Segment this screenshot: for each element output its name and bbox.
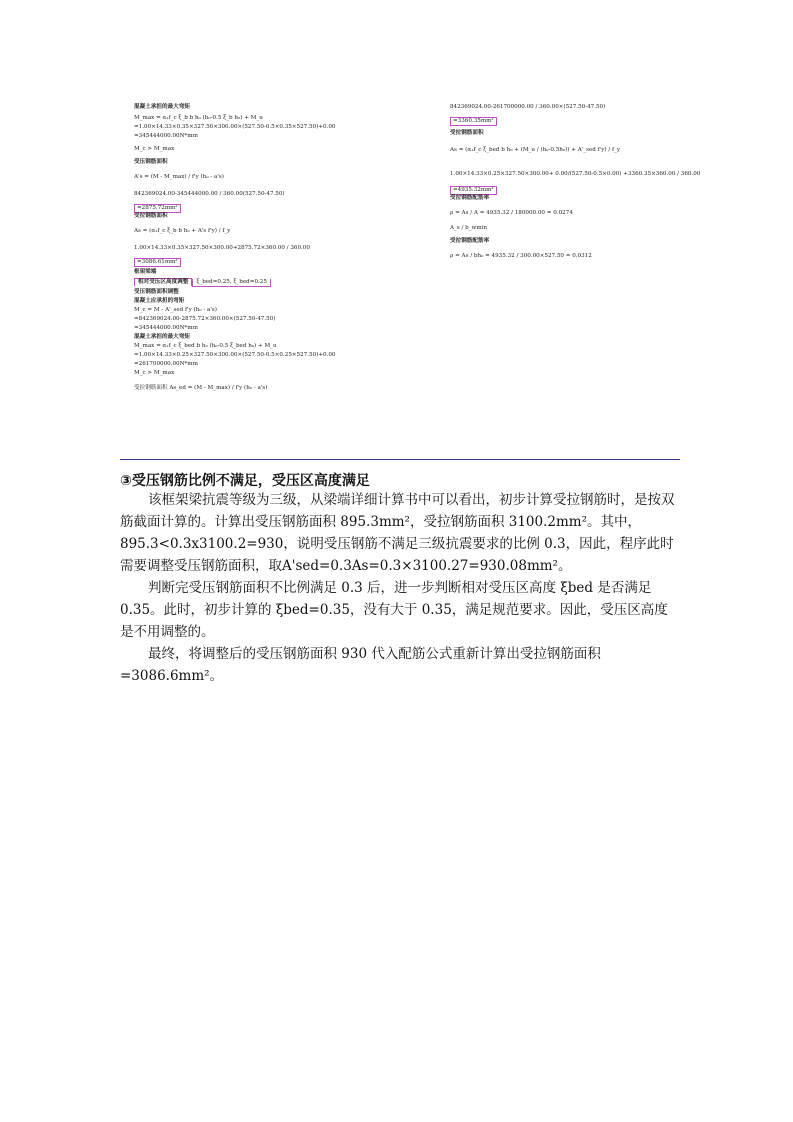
calculation-screenshot	[120, 96, 701, 460]
calc-line	[134, 258, 434, 265]
calc-line: M_max = α₁f_c ξ_bed b h₀ (h₀-0.5 ξ_bed h₀) + M_u	[134, 343, 277, 349]
calc-line: 混凝土承担的最大弯矩	[134, 104, 190, 110]
calc-line	[450, 117, 680, 124]
calc-line: 受压钢筋面积	[134, 159, 168, 165]
calc-line: 框架梁端	[134, 269, 157, 275]
calc-line	[450, 154, 680, 161]
calc-line: =261700000.00N*mm	[134, 361, 198, 367]
calc-line	[134, 204, 434, 211]
calc-line: 混凝土应承担的弯矩	[134, 298, 185, 304]
calc-line: M_c > M_max	[134, 146, 175, 152]
divider-line	[120, 459, 680, 460]
paragraph-1: 该框架梁抗震等级为三级，从梁端详细计算书中可以看出，初步计算受拉钢筋时，是按双筋截面计算的。计算出受压钢筋面积 895.3mm²，受拉钢筋面积 3100.2mm²。其中，895.3<0.3x3100.2=930，说明受压钢筋不满足三级抗震要求的比例 0.3，因此，程序此时需要调整受压钢筋面积，取A'sed=0.3As=0.3×3100.27=930.08mm²。	[120, 492, 675, 574]
calc-line: 1.00×14.33×0.25×327.50×300.00+ 0.00/(527.50-0.5×0.00) +3360.35×360.00 / 360.00	[450, 171, 701, 177]
calc-line: =842369024.00-2875.72×360.00×(527.50-47.50)	[134, 316, 276, 322]
calc-line: =345444000.00N*mm	[134, 133, 198, 139]
calc-line: ξ_bed=0.25, ξ_bed=0.25	[192, 279, 271, 287]
paragraph-3: 最终，将调整后的受压钢筋面积 930 代入配筋公式重新计算出受拉钢筋面积=3086.6mm²。	[120, 646, 601, 684]
calc-line: =345444000.00N*mm	[134, 325, 198, 331]
calc-line: 受拉钢筋面积	[450, 130, 484, 136]
calc-line: M_c = M - A'_sed f'y (h₀ - a's)	[134, 307, 217, 313]
section-heading: ③受压钢筋比例不满足，受压区高度满足	[120, 473, 370, 489]
calc-line: A's = (M - M_max) / f'y (h₀ - a's)	[134, 174, 224, 180]
calc-line: 相对受压区高度调整	[134, 278, 192, 286]
calc-left-column	[134, 102, 434, 392]
calc-line: ρ = As / A = 4935.32 / 180000.00 = 0.0274	[450, 210, 573, 216]
calc-right-column	[450, 102, 701, 260]
calc-line: 842369024.00-261700000.00 / 360.00×(527.50-47.50)	[450, 104, 606, 110]
calc-line: 混凝土承担的最大弯矩	[134, 334, 190, 340]
calc-line: 受拉钢筋配筋率	[450, 195, 490, 201]
calc-line: 受压钢筋面积调整	[134, 289, 179, 295]
calc-line: M_c > M_max	[134, 370, 175, 376]
calc-line: A_s / b_wmin	[450, 225, 488, 231]
calc-line: 受拉钢筋配筋率	[450, 238, 490, 244]
calc-line: 受拉钢筋面积 As_ed = (M - M_max) / f'y (h₀ - a's)	[134, 385, 268, 391]
calc-line: 842369024.00-345444000.00 / 360.00(527.50-47.50)	[134, 191, 285, 197]
calc-line	[450, 186, 680, 193]
highlight-box: =2875.72mm²	[134, 204, 181, 213]
calc-line: =1.00×14.33×0.35×327.50×300.00×(527.50-0.5×0.35×527.50)+0.00	[134, 124, 336, 130]
highlight-box: =3086.61mm²	[134, 258, 181, 267]
body-text	[120, 489, 680, 687]
calc-line: M_max = α₁f_c ξ_b b h₀ (h₀-0.5 ξ_b h₀) + M_u	[134, 115, 263, 121]
calc-line: 受拉钢筋面积	[134, 213, 168, 219]
calc-line: =1.00×14.33×0.25×327.50×300.00×(527.50-0.5×0.25×527.50)+0.00	[134, 352, 336, 358]
highlight-box: =4935.32mm²	[450, 186, 497, 195]
calc-line: ρ = As / bh₀ = 4935.32 / 300.00×527.50 = 0.0312	[450, 253, 592, 259]
calc-line: 1.00×14.33×0.35×327.50×300.00+2875.72×360.00 / 360.00	[134, 245, 310, 251]
calc-line: As = (α₁f_c ξ_b b h₀ + A's f'y) / f_y	[134, 228, 231, 234]
paragraph-2: 判断完受压钢筋面积不比例满足 0.3 后，进一步判断相对受压区高度 ξbed 是否满足 0.35。此时，初步计算的 ξbed=0.35，没有大于 0.35，满足规范要求。因此，受压区高度是不用调整的。	[120, 580, 668, 640]
calc-line: As = (α₁f_c ξ_bed b h₀ + (M_u / (h₀-0.5h₀)) + A'_sed f'y) / f_y	[450, 147, 621, 153]
highlight-box: =3360.35mm²	[450, 117, 497, 126]
